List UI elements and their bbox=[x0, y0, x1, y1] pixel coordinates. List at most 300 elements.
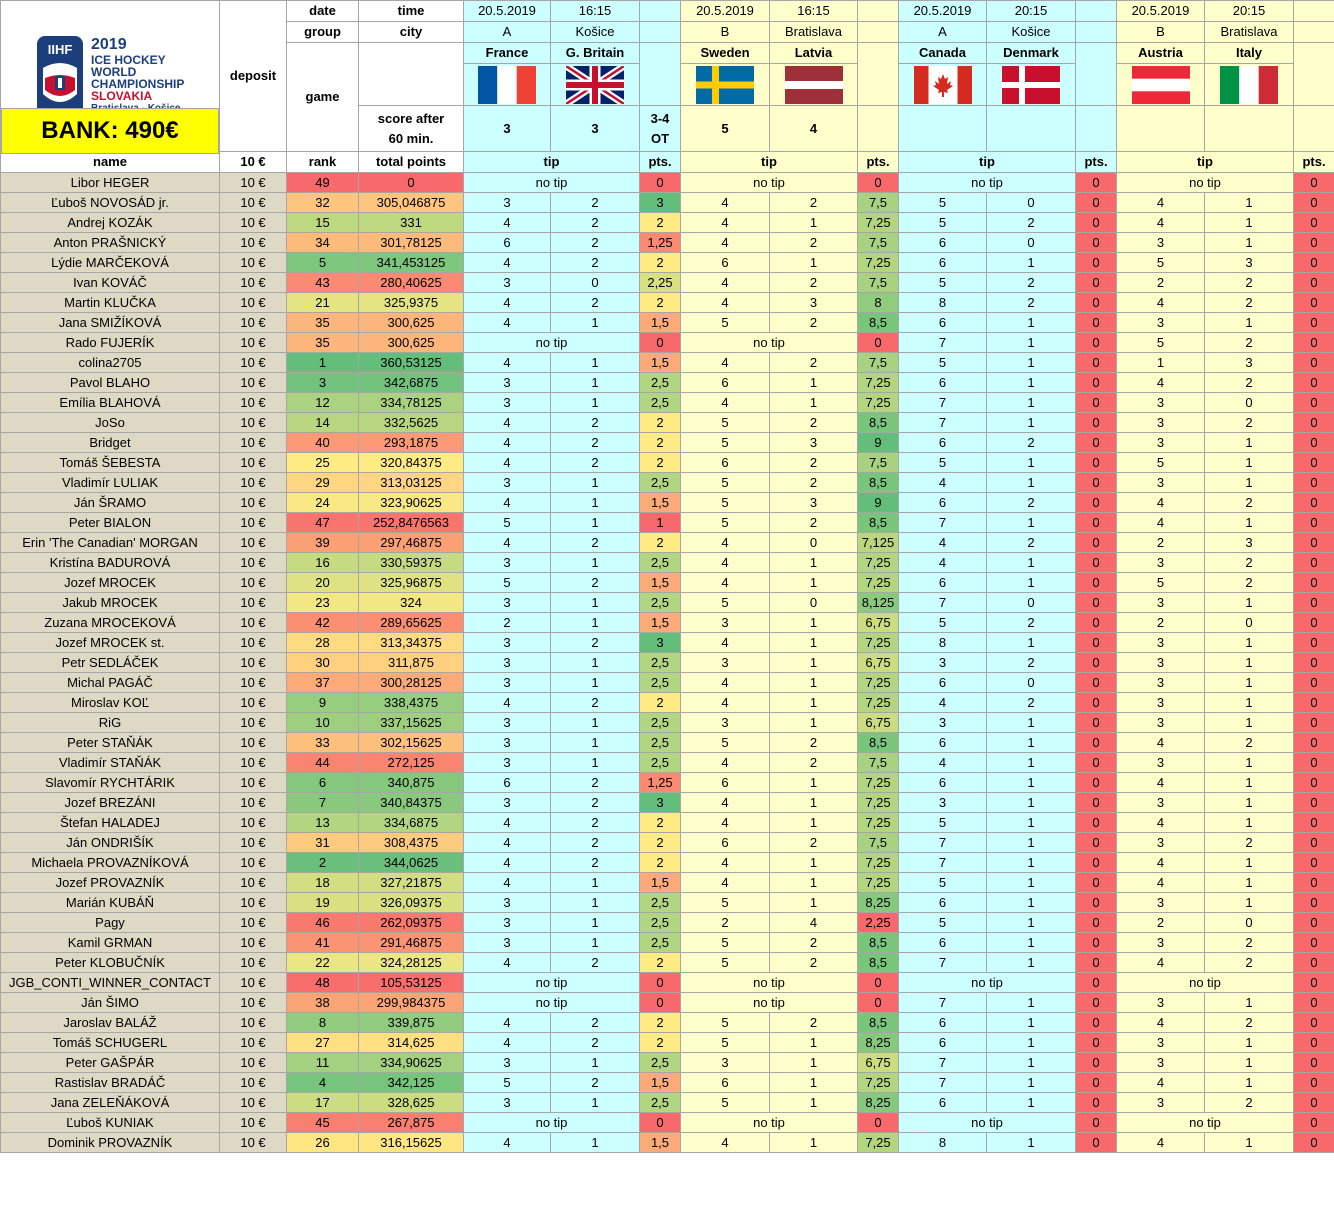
tip-home-goals: 2 bbox=[681, 913, 770, 933]
tip-points: 6,75 bbox=[858, 713, 899, 733]
tip-away-goals: 1 bbox=[770, 1133, 858, 1153]
player-deposit: 10 € bbox=[220, 973, 287, 993]
tip-home-goals: 3 bbox=[1117, 693, 1205, 713]
tip-away-goals: 2 bbox=[987, 693, 1076, 713]
no-tip-label: no tip bbox=[1117, 973, 1294, 993]
player-rank: 42 bbox=[287, 613, 359, 633]
tip-away-goals: 2 bbox=[770, 513, 858, 533]
tip-home-goals: 5 bbox=[681, 733, 770, 753]
tip-points: 0 bbox=[1076, 793, 1117, 813]
tip-home-goals: 4 bbox=[464, 693, 551, 713]
tip-away-goals: 2 bbox=[1205, 733, 1294, 753]
no-tip-label: no tip bbox=[899, 973, 1076, 993]
tip-away-goals: 1 bbox=[987, 913, 1076, 933]
player-total-points: 297,46875 bbox=[359, 533, 464, 553]
tip-points: 0 bbox=[640, 173, 681, 193]
player-total-points: 342,6875 bbox=[359, 373, 464, 393]
canada-flag-icon bbox=[914, 66, 972, 104]
player-rank: 19 bbox=[287, 893, 359, 913]
tip-away-goals: 2 bbox=[551, 433, 640, 453]
game-4-tip-header: tip bbox=[1117, 152, 1294, 173]
tip-points: 0 bbox=[1294, 253, 1334, 273]
tip-away-goals: 3 bbox=[770, 293, 858, 313]
tip-home-goals: 4 bbox=[464, 953, 551, 973]
player-deposit: 10 € bbox=[220, 353, 287, 373]
tip-home-goals: 4 bbox=[464, 833, 551, 853]
tip-points: 2,5 bbox=[640, 713, 681, 733]
tip-home-goals: 5 bbox=[464, 513, 551, 533]
player-row bbox=[1, 733, 1334, 753]
tip-home-goals: 5 bbox=[681, 1093, 770, 1113]
player-row bbox=[1, 313, 1334, 333]
tip-away-goals: 1 bbox=[551, 1093, 640, 1113]
player-total-points: 313,03125 bbox=[359, 473, 464, 493]
tip-points: 7,25 bbox=[858, 553, 899, 573]
tip-points: 1,5 bbox=[640, 573, 681, 593]
tip-home-goals: 3 bbox=[464, 373, 551, 393]
tip-points: 0 bbox=[1294, 633, 1334, 653]
tip-points: 0 bbox=[1294, 693, 1334, 713]
tip-points: 0 bbox=[1294, 313, 1334, 333]
tip-points: 7,25 bbox=[858, 773, 899, 793]
tip-points: 9 bbox=[858, 433, 899, 453]
tip-points: 0 bbox=[1076, 773, 1117, 793]
tip-home-goals: 5 bbox=[1117, 253, 1205, 273]
tip-away-goals: 1 bbox=[551, 593, 640, 613]
tip-points: 0 bbox=[1076, 213, 1117, 233]
game-2-date: 20.5.2019 bbox=[681, 1, 770, 22]
game-1-home-team: France bbox=[464, 43, 551, 64]
tip-away-goals: 2 bbox=[551, 633, 640, 653]
tip-points: 0 bbox=[1294, 973, 1334, 993]
tip-away-goals: 1 bbox=[770, 1093, 858, 1113]
tip-away-goals: 3 bbox=[1205, 533, 1294, 553]
tip-points: 0 bbox=[1076, 733, 1117, 753]
tip-points: 2,5 bbox=[640, 673, 681, 693]
tip-home-goals: 3 bbox=[1117, 233, 1205, 253]
player-deposit: 10 € bbox=[220, 893, 287, 913]
tip-points: 3 bbox=[640, 193, 681, 213]
tip-home-goals: 4 bbox=[681, 673, 770, 693]
tip-home-goals: 3 bbox=[899, 653, 987, 673]
player-name: Rastislav BRADÁČ bbox=[1, 1073, 220, 1093]
player-row bbox=[1, 1073, 1334, 1093]
player-name: Tomáš ŠEBESTA bbox=[1, 453, 220, 473]
tip-points: 6,75 bbox=[858, 653, 899, 673]
tip-points: 8,5 bbox=[858, 933, 899, 953]
game-2-away-flag bbox=[770, 64, 858, 106]
tip-points: 0 bbox=[1294, 1013, 1334, 1033]
tip-home-goals: 4 bbox=[681, 753, 770, 773]
tip-away-goals: 1 bbox=[770, 633, 858, 653]
tip-points: 0 bbox=[1294, 473, 1334, 493]
tip-points: 7,5 bbox=[858, 273, 899, 293]
tip-points: 2,5 bbox=[640, 753, 681, 773]
player-deposit: 10 € bbox=[220, 913, 287, 933]
name-header: name bbox=[1, 152, 220, 173]
game-3-pts-header: pts. bbox=[1076, 152, 1117, 173]
tip-home-goals: 3 bbox=[1117, 1093, 1205, 1113]
tip-points: 0 bbox=[1294, 593, 1334, 613]
no-tip-label: no tip bbox=[681, 173, 858, 193]
tip-home-goals: 4 bbox=[681, 553, 770, 573]
player-total-points: 344,0625 bbox=[359, 853, 464, 873]
tip-points: 1 bbox=[640, 513, 681, 533]
tip-points: 0 bbox=[1076, 573, 1117, 593]
tip-away-goals: 1 bbox=[1205, 893, 1294, 913]
tip-away-goals: 0 bbox=[1205, 913, 1294, 933]
tip-home-goals: 4 bbox=[464, 253, 551, 273]
tip-home-goals: 7 bbox=[899, 413, 987, 433]
tip-away-goals: 2 bbox=[770, 413, 858, 433]
tip-home-goals: 3 bbox=[464, 653, 551, 673]
tip-points: 0 bbox=[1294, 893, 1334, 913]
tip-away-goals: 1 bbox=[987, 1093, 1076, 1113]
tip-away-goals: 1 bbox=[551, 313, 640, 333]
player-total-points: 338,4375 bbox=[359, 693, 464, 713]
tip-home-goals: 5 bbox=[464, 1073, 551, 1093]
player-rank: 49 bbox=[287, 173, 359, 193]
player-name: Petr SEDLÁČEK bbox=[1, 653, 220, 673]
tip-away-goals: 2 bbox=[770, 833, 858, 853]
player-deposit: 10 € bbox=[220, 233, 287, 253]
player-deposit: 10 € bbox=[220, 253, 287, 273]
player-total-points: 342,125 bbox=[359, 1073, 464, 1093]
tip-away-goals: 1 bbox=[770, 1053, 858, 1073]
tip-points: 0 bbox=[1076, 713, 1117, 733]
player-row bbox=[1, 653, 1334, 673]
tip-points: 0 bbox=[1076, 1093, 1117, 1113]
game-1-time: 16:15 bbox=[551, 1, 640, 22]
tip-points: 0 bbox=[1076, 393, 1117, 413]
player-row bbox=[1, 373, 1334, 393]
player-rank: 16 bbox=[287, 553, 359, 573]
player-name: JGB_CONTI_WINNER_CONTACT bbox=[1, 973, 220, 993]
player-name: Dominik PROVAZNÍK bbox=[1, 1133, 220, 1153]
player-row bbox=[1, 213, 1334, 233]
tip-points: 0 bbox=[640, 1113, 681, 1133]
tip-points: 8,5 bbox=[858, 473, 899, 493]
player-total-points: 299,984375 bbox=[359, 993, 464, 1013]
player-row bbox=[1, 233, 1334, 253]
player-name: Pavol BLAHO bbox=[1, 373, 220, 393]
player-total-points: 337,15625 bbox=[359, 713, 464, 733]
player-row bbox=[1, 453, 1334, 473]
tip-points: 0 bbox=[1294, 213, 1334, 233]
tip-away-goals: 1 bbox=[770, 853, 858, 873]
player-row bbox=[1, 853, 1334, 873]
tip-home-goals: 5 bbox=[681, 1033, 770, 1053]
player-row bbox=[1, 413, 1334, 433]
player-row bbox=[1, 793, 1334, 813]
tip-points: 0 bbox=[1294, 753, 1334, 773]
game-2-city: Bratislava bbox=[770, 22, 858, 43]
tip-away-goals: 1 bbox=[770, 393, 858, 413]
player-row bbox=[1, 693, 1334, 713]
player-total-points: 300,28125 bbox=[359, 673, 464, 693]
tip-away-goals: 2 bbox=[551, 193, 640, 213]
tip-away-goals: 1 bbox=[551, 673, 640, 693]
player-name: Jana ZELEŇÁKOVÁ bbox=[1, 1093, 220, 1113]
tip-away-goals: 1 bbox=[1205, 713, 1294, 733]
tip-points: 1,25 bbox=[640, 233, 681, 253]
tip-home-goals: 3 bbox=[464, 733, 551, 753]
tip-home-goals: 3 bbox=[1117, 553, 1205, 573]
tip-home-goals: 4 bbox=[681, 533, 770, 553]
tip-home-goals: 6 bbox=[899, 1093, 987, 1113]
player-name: Vladimír LULIAK bbox=[1, 473, 220, 493]
tip-away-goals: 2 bbox=[551, 953, 640, 973]
tip-away-goals: 1 bbox=[1205, 653, 1294, 673]
tip-home-goals: 3 bbox=[464, 793, 551, 813]
tip-away-goals: 1 bbox=[987, 1133, 1076, 1153]
tip-away-goals: 1 bbox=[770, 693, 858, 713]
player-total-points: 272,125 bbox=[359, 753, 464, 773]
tip-away-goals: 2 bbox=[770, 1013, 858, 1033]
game-3-away-flag bbox=[987, 64, 1076, 106]
game-3-city: Košice bbox=[987, 22, 1076, 43]
tip-home-goals: 3 bbox=[681, 1053, 770, 1073]
tip-away-goals: 2 bbox=[551, 693, 640, 713]
logo-year: 2019 bbox=[91, 36, 127, 53]
tip-away-goals: 2 bbox=[1205, 1013, 1294, 1033]
tip-home-goals: 6 bbox=[899, 733, 987, 753]
austria-flag-icon bbox=[1132, 66, 1190, 104]
tip-points: 0 bbox=[1076, 993, 1117, 1013]
player-name: Emília BLAHOVÁ bbox=[1, 393, 220, 413]
player-rank: 28 bbox=[287, 633, 359, 653]
tip-points: 0 bbox=[1294, 833, 1334, 853]
tip-away-goals: 1 bbox=[551, 933, 640, 953]
tip-home-goals: 3 bbox=[464, 393, 551, 413]
tip-home-goals: 3 bbox=[1117, 1033, 1205, 1053]
tip-home-goals: 7 bbox=[899, 853, 987, 873]
player-row bbox=[1, 953, 1334, 973]
player-name: Vladimír STAŇÁK bbox=[1, 753, 220, 773]
tip-home-goals: 2 bbox=[464, 613, 551, 633]
tip-home-goals: 6 bbox=[899, 773, 987, 793]
player-deposit: 10 € bbox=[220, 533, 287, 553]
tip-away-goals: 1 bbox=[1205, 1033, 1294, 1053]
tip-points: 0 bbox=[1294, 773, 1334, 793]
tip-home-goals: 3 bbox=[1117, 1053, 1205, 1073]
tip-away-goals: 2 bbox=[770, 733, 858, 753]
player-deposit: 10 € bbox=[220, 853, 287, 873]
tip-away-goals: 2 bbox=[551, 1033, 640, 1053]
tip-points: 8,25 bbox=[858, 1093, 899, 1113]
game-4-home-flag bbox=[1117, 64, 1205, 106]
tip-away-goals: 1 bbox=[770, 553, 858, 573]
tip-away-goals: 2 bbox=[551, 853, 640, 873]
tip-points: 0 bbox=[1076, 813, 1117, 833]
tip-away-goals: 1 bbox=[987, 373, 1076, 393]
tip-points: 0 bbox=[1294, 733, 1334, 753]
tip-home-goals: 4 bbox=[464, 1133, 551, 1153]
tip-points: 0 bbox=[1076, 373, 1117, 393]
tip-points: 2 bbox=[640, 293, 681, 313]
player-total-points: 302,15625 bbox=[359, 733, 464, 753]
tip-home-goals: 4 bbox=[681, 873, 770, 893]
tip-away-goals: 2 bbox=[770, 233, 858, 253]
tip-points: 8 bbox=[858, 293, 899, 313]
tip-home-goals: 3 bbox=[1117, 673, 1205, 693]
player-name: Erin 'The Canadian' MORGAN bbox=[1, 533, 220, 553]
tip-points: 0 bbox=[1294, 173, 1334, 193]
tip-points: 2 bbox=[640, 413, 681, 433]
player-name: Zuzana MROCEKOVÁ bbox=[1, 613, 220, 633]
tip-points: 0 bbox=[1294, 333, 1334, 353]
tip-points: 7,5 bbox=[858, 753, 899, 773]
tip-points: 0 bbox=[1294, 293, 1334, 313]
tip-home-goals: 4 bbox=[1117, 733, 1205, 753]
tip-away-goals: 3 bbox=[770, 493, 858, 513]
player-row bbox=[1, 593, 1334, 613]
tip-points: 2 bbox=[640, 813, 681, 833]
tip-away-goals: 4 bbox=[770, 913, 858, 933]
player-deposit: 10 € bbox=[220, 593, 287, 613]
player-total-points: 325,96875 bbox=[359, 573, 464, 593]
tip-away-goals: 1 bbox=[987, 253, 1076, 273]
tip-home-goals: 4 bbox=[1117, 1073, 1205, 1093]
tip-points: 2 bbox=[640, 1013, 681, 1033]
tip-points: 1,5 bbox=[640, 493, 681, 513]
player-rank: 40 bbox=[287, 433, 359, 453]
game-1-city: Košice bbox=[551, 22, 640, 43]
denmark-flag-icon bbox=[1002, 66, 1060, 104]
tip-home-goals: 3 bbox=[1117, 833, 1205, 853]
tip-points: 1,5 bbox=[640, 1133, 681, 1153]
tip-home-goals: 3 bbox=[681, 713, 770, 733]
tip-points: 0 bbox=[1294, 913, 1334, 933]
tip-away-goals: 2 bbox=[770, 953, 858, 973]
tip-points: 8,25 bbox=[858, 893, 899, 913]
tip-home-goals: 2 bbox=[1117, 273, 1205, 293]
tip-points: 8,5 bbox=[858, 953, 899, 973]
game-1-home-flag bbox=[464, 64, 551, 106]
tip-away-goals: 1 bbox=[987, 773, 1076, 793]
tip-away-goals: 1 bbox=[1205, 313, 1294, 333]
tip-home-goals: 3 bbox=[464, 473, 551, 493]
player-total-points: 252,8476563 bbox=[359, 513, 464, 533]
tip-home-goals: 6 bbox=[899, 313, 987, 333]
tip-points: 0 bbox=[1076, 313, 1117, 333]
player-total-points: 280,40625 bbox=[359, 273, 464, 293]
tip-away-goals: 2 bbox=[770, 273, 858, 293]
player-rank: 33 bbox=[287, 733, 359, 753]
tip-home-goals: 6 bbox=[899, 573, 987, 593]
tip-away-goals: 0 bbox=[987, 233, 1076, 253]
player-deposit: 10 € bbox=[220, 673, 287, 693]
tip-points: 2,5 bbox=[640, 933, 681, 953]
tip-home-goals: 2 bbox=[1117, 913, 1205, 933]
tip-home-goals: 5 bbox=[899, 273, 987, 293]
tip-home-goals: 4 bbox=[1117, 193, 1205, 213]
tip-points: 6,75 bbox=[858, 613, 899, 633]
tip-points: 0 bbox=[1294, 573, 1334, 593]
tip-home-goals: 5 bbox=[681, 893, 770, 913]
tip-away-goals: 1 bbox=[551, 513, 640, 533]
player-rank: 34 bbox=[287, 233, 359, 253]
no-tip-label: no tip bbox=[1117, 1113, 1294, 1133]
tip-home-goals: 3 bbox=[1117, 933, 1205, 953]
player-rank: 2 bbox=[287, 853, 359, 873]
no-tip-label: no tip bbox=[1117, 173, 1294, 193]
game-1-tip-header: tip bbox=[464, 152, 640, 173]
player-name: Martin KLUČKA bbox=[1, 293, 220, 313]
tip-away-goals: 1 bbox=[551, 713, 640, 733]
tip-home-goals: 5 bbox=[899, 613, 987, 633]
player-deposit: 10 € bbox=[220, 333, 287, 353]
player-total-points: 301,78125 bbox=[359, 233, 464, 253]
game-4-time: 20:15 bbox=[1205, 1, 1294, 22]
tip-points: 0 bbox=[858, 973, 899, 993]
tip-away-goals: 2 bbox=[987, 293, 1076, 313]
player-deposit: 10 € bbox=[220, 1093, 287, 1113]
player-row bbox=[1, 573, 1334, 593]
player-rank: 22 bbox=[287, 953, 359, 973]
player-rank: 23 bbox=[287, 593, 359, 613]
player-row bbox=[1, 333, 1334, 353]
tip-points: 8,125 bbox=[858, 593, 899, 613]
no-tip-label: no tip bbox=[899, 173, 1076, 193]
player-rank: 15 bbox=[287, 213, 359, 233]
tip-points: 0 bbox=[1294, 1133, 1334, 1153]
tip-home-goals: 4 bbox=[899, 753, 987, 773]
tip-home-goals: 4 bbox=[681, 853, 770, 873]
tip-home-goals: 3 bbox=[464, 193, 551, 213]
tip-away-goals: 2 bbox=[551, 833, 640, 853]
player-deposit: 10 € bbox=[220, 313, 287, 333]
tip-away-goals: 1 bbox=[770, 713, 858, 733]
date-label: date bbox=[287, 1, 359, 22]
player-deposit: 10 € bbox=[220, 213, 287, 233]
tip-away-goals: 1 bbox=[1205, 473, 1294, 493]
player-row bbox=[1, 893, 1334, 913]
player-name: Michal PAGÁČ bbox=[1, 673, 220, 693]
tip-away-goals: 1 bbox=[987, 833, 1076, 853]
player-total-points: 340,84375 bbox=[359, 793, 464, 813]
tip-points: 0 bbox=[1294, 353, 1334, 373]
player-row bbox=[1, 1033, 1334, 1053]
tip-away-goals: 2 bbox=[1205, 273, 1294, 293]
tip-away-goals: 1 bbox=[987, 333, 1076, 353]
tip-points: 7,25 bbox=[858, 253, 899, 273]
player-deposit: 10 € bbox=[220, 773, 287, 793]
tip-away-goals: 1 bbox=[987, 933, 1076, 953]
tip-away-goals: 1 bbox=[1205, 853, 1294, 873]
tip-points: 7,5 bbox=[858, 193, 899, 213]
tip-away-goals: 1 bbox=[551, 653, 640, 673]
tip-home-goals: 4 bbox=[1117, 853, 1205, 873]
player-total-points: 330,59375 bbox=[359, 553, 464, 573]
logo-country: SLOVAKIA bbox=[91, 89, 153, 103]
player-name: Ján ŠIMO bbox=[1, 993, 220, 1013]
tip-away-goals: 1 bbox=[770, 653, 858, 673]
game-2-home-team: Sweden bbox=[681, 43, 770, 64]
game-2-group: B bbox=[681, 22, 770, 43]
player-rank: 6 bbox=[287, 773, 359, 793]
game-1-away-team: G. Britain bbox=[551, 43, 640, 64]
player-row bbox=[1, 633, 1334, 653]
tip-home-goals: 5 bbox=[899, 913, 987, 933]
player-deposit: 10 € bbox=[220, 1133, 287, 1153]
tip-home-goals: 3 bbox=[899, 793, 987, 813]
tip-points: 0 bbox=[1076, 873, 1117, 893]
tip-away-goals: 0 bbox=[770, 593, 858, 613]
tip-points: 0 bbox=[1294, 493, 1334, 513]
tip-away-goals: 2 bbox=[987, 653, 1076, 673]
tip-points: 2,5 bbox=[640, 553, 681, 573]
